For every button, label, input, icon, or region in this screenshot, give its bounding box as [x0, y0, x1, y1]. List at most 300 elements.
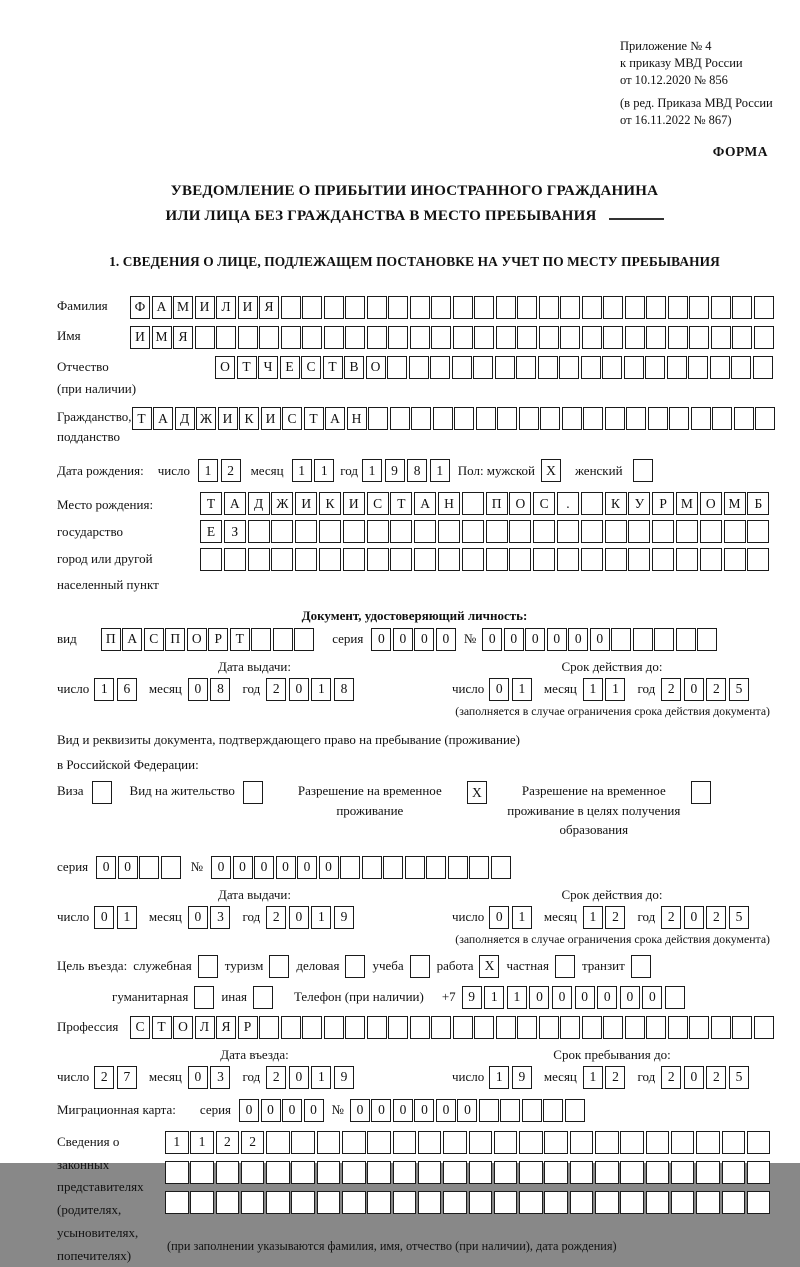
char-cell[interactable] — [462, 520, 484, 543]
char-cell[interactable] — [317, 1131, 341, 1154]
char-cell[interactable] — [671, 1161, 695, 1184]
char-cell[interactable] — [367, 326, 387, 349]
char-cell[interactable] — [494, 1131, 518, 1154]
char-cell[interactable]: 0 — [529, 986, 549, 1009]
char-cell[interactable] — [281, 296, 301, 319]
char-cell[interactable] — [533, 520, 555, 543]
char-cell[interactable]: Л — [216, 296, 236, 319]
char-cell[interactable] — [696, 1131, 720, 1154]
char-cell[interactable]: И — [261, 407, 281, 430]
char-cell[interactable] — [433, 407, 453, 430]
char-cell[interactable] — [409, 356, 429, 379]
char-cell[interactable]: 0 — [289, 678, 309, 701]
char-cell[interactable]: 0 — [96, 856, 116, 879]
char-cell[interactable] — [522, 1099, 542, 1122]
char-cell[interactable]: Л — [195, 1016, 215, 1039]
char-cell[interactable]: 1 — [94, 678, 114, 701]
char-cell[interactable] — [754, 1016, 774, 1039]
char-cell[interactable]: 0 — [118, 856, 138, 879]
char-cell[interactable] — [671, 1131, 695, 1154]
char-cell[interactable]: 1 — [583, 906, 603, 929]
char-cell[interactable] — [443, 1161, 467, 1184]
char-cell[interactable]: Я — [216, 1016, 236, 1039]
char-cell[interactable]: Т — [132, 407, 152, 430]
char-cell[interactable] — [646, 296, 666, 319]
char-cell[interactable]: А — [414, 492, 436, 515]
char-cell[interactable] — [747, 1131, 771, 1154]
char-cell[interactable] — [340, 856, 360, 879]
char-cell[interactable] — [633, 459, 653, 482]
char-cell[interactable]: X — [479, 955, 499, 978]
char-cell[interactable] — [388, 1016, 408, 1039]
char-cell[interactable] — [676, 520, 698, 543]
char-cell[interactable] — [317, 1191, 341, 1214]
char-cell[interactable] — [605, 520, 627, 543]
char-cell[interactable]: 0 — [319, 856, 339, 879]
char-cell[interactable]: 2 — [241, 1131, 265, 1154]
char-cell[interactable] — [625, 1016, 645, 1039]
char-cell[interactable]: 1 — [311, 678, 331, 701]
char-cell[interactable] — [195, 326, 215, 349]
char-cell[interactable] — [605, 548, 627, 571]
char-cell[interactable]: Т — [237, 356, 257, 379]
char-cell[interactable]: С — [301, 356, 321, 379]
char-cell[interactable] — [362, 856, 382, 879]
char-cell[interactable] — [689, 1016, 709, 1039]
char-cell[interactable] — [519, 407, 539, 430]
char-cell[interactable] — [367, 1131, 391, 1154]
char-cell[interactable] — [295, 520, 317, 543]
char-cell[interactable]: Р — [208, 628, 228, 651]
char-cell[interactable] — [165, 1161, 189, 1184]
char-cell[interactable] — [668, 326, 688, 349]
char-cell[interactable] — [624, 356, 644, 379]
char-cell[interactable]: З — [224, 520, 246, 543]
char-cell[interactable]: 2 — [661, 1066, 681, 1089]
char-cell[interactable] — [669, 407, 689, 430]
char-cell[interactable] — [161, 856, 181, 879]
char-cell[interactable] — [453, 326, 473, 349]
char-cell[interactable] — [474, 296, 494, 319]
char-cell[interactable]: И — [218, 407, 238, 430]
char-cell[interactable] — [410, 1016, 430, 1039]
char-cell[interactable] — [565, 1099, 585, 1122]
char-cell[interactable]: С — [533, 492, 555, 515]
char-cell[interactable]: Ф — [130, 296, 150, 319]
char-cell[interactable]: 2 — [661, 906, 681, 929]
char-cell[interactable] — [390, 548, 412, 571]
char-cell[interactable] — [343, 520, 365, 543]
char-cell[interactable] — [216, 326, 236, 349]
char-cell[interactable]: 1 — [190, 1131, 214, 1154]
char-cell[interactable] — [426, 856, 446, 879]
char-cell[interactable]: 0 — [188, 678, 208, 701]
char-cell[interactable] — [625, 296, 645, 319]
char-cell[interactable] — [448, 856, 468, 879]
char-cell[interactable]: А — [325, 407, 345, 430]
char-cell[interactable] — [200, 548, 222, 571]
char-cell[interactable]: 0 — [239, 1099, 259, 1122]
char-cell[interactable] — [345, 326, 365, 349]
char-cell[interactable]: Т — [152, 1016, 172, 1039]
char-cell[interactable]: 2 — [661, 678, 681, 701]
char-cell[interactable] — [747, 548, 769, 571]
char-cell[interactable] — [544, 1191, 568, 1214]
char-cell[interactable] — [443, 1191, 467, 1214]
char-cell[interactable] — [216, 1161, 240, 1184]
char-cell[interactable] — [393, 1161, 417, 1184]
char-cell[interactable]: 0 — [94, 906, 114, 929]
char-cell[interactable] — [754, 326, 774, 349]
char-cell[interactable]: В — [344, 356, 364, 379]
char-cell[interactable] — [519, 1191, 543, 1214]
char-cell[interactable] — [646, 1191, 670, 1214]
char-cell[interactable]: С — [144, 628, 164, 651]
char-cell[interactable]: 1 — [430, 459, 450, 482]
char-cell[interactable] — [271, 520, 293, 543]
char-cell[interactable]: 2 — [706, 906, 726, 929]
char-cell[interactable] — [722, 1191, 746, 1214]
char-cell[interactable] — [198, 955, 218, 978]
char-cell[interactable] — [516, 356, 536, 379]
char-cell[interactable] — [224, 548, 246, 571]
char-cell[interactable] — [271, 548, 293, 571]
char-cell[interactable] — [486, 520, 508, 543]
char-cell[interactable] — [367, 1191, 391, 1214]
char-cell[interactable]: Т — [323, 356, 343, 379]
char-cell[interactable]: 0 — [297, 856, 317, 879]
char-cell[interactable] — [509, 548, 531, 571]
char-cell[interactable]: И — [238, 296, 258, 319]
char-cell[interactable] — [667, 356, 687, 379]
char-cell[interactable]: 1 — [117, 906, 137, 929]
char-cell[interactable] — [496, 326, 516, 349]
char-cell[interactable]: 8 — [407, 459, 427, 482]
char-cell[interactable]: У — [628, 492, 650, 515]
char-cell[interactable] — [689, 296, 709, 319]
char-cell[interactable]: М — [152, 326, 172, 349]
char-cell[interactable] — [519, 1131, 543, 1154]
char-cell[interactable] — [367, 1016, 387, 1039]
char-cell[interactable] — [139, 856, 159, 879]
char-cell[interactable] — [486, 548, 508, 571]
char-cell[interactable] — [645, 356, 665, 379]
char-cell[interactable] — [469, 1161, 493, 1184]
char-cell[interactable] — [253, 986, 273, 1009]
char-cell[interactable]: М — [173, 296, 193, 319]
char-cell[interactable]: 0 — [233, 856, 253, 879]
char-cell[interactable]: Ч — [258, 356, 278, 379]
char-cell[interactable] — [724, 520, 746, 543]
char-cell[interactable]: О — [173, 1016, 193, 1039]
char-cell[interactable] — [302, 326, 322, 349]
char-cell[interactable]: 2 — [221, 459, 241, 482]
char-cell[interactable] — [388, 296, 408, 319]
char-cell[interactable]: 0 — [684, 906, 704, 929]
char-cell[interactable]: Б — [747, 492, 769, 515]
char-cell[interactable] — [324, 326, 344, 349]
char-cell[interactable]: К — [319, 492, 341, 515]
char-cell[interactable] — [582, 1016, 602, 1039]
char-cell[interactable] — [281, 326, 301, 349]
char-cell[interactable] — [544, 1131, 568, 1154]
char-cell[interactable] — [266, 1191, 290, 1214]
char-cell[interactable] — [652, 548, 674, 571]
char-cell[interactable]: 0 — [436, 1099, 456, 1122]
char-cell[interactable]: 0 — [575, 986, 595, 1009]
char-cell[interactable] — [243, 781, 263, 804]
char-cell[interactable] — [570, 1161, 594, 1184]
char-cell[interactable] — [476, 407, 496, 430]
char-cell[interactable] — [291, 1161, 315, 1184]
char-cell[interactable] — [668, 1016, 688, 1039]
char-cell[interactable] — [747, 1191, 771, 1214]
char-cell[interactable]: Н — [438, 492, 460, 515]
char-cell[interactable]: И — [195, 296, 215, 319]
char-cell[interactable] — [342, 1191, 366, 1214]
char-cell[interactable] — [269, 955, 289, 978]
char-cell[interactable] — [194, 986, 214, 1009]
char-cell[interactable]: 0 — [504, 628, 524, 651]
char-cell[interactable] — [628, 548, 650, 571]
char-cell[interactable]: М — [676, 492, 698, 515]
char-cell[interactable] — [393, 1191, 417, 1214]
char-cell[interactable] — [431, 326, 451, 349]
char-cell[interactable] — [495, 356, 515, 379]
char-cell[interactable] — [474, 1016, 494, 1039]
char-cell[interactable]: 0 — [489, 678, 509, 701]
char-cell[interactable]: 1 — [512, 906, 532, 929]
char-cell[interactable] — [544, 1161, 568, 1184]
char-cell[interactable] — [479, 1099, 499, 1122]
char-cell[interactable]: 1 — [507, 986, 527, 1009]
char-cell[interactable] — [646, 1131, 670, 1154]
char-cell[interactable]: 9 — [334, 906, 354, 929]
char-cell[interactable]: О — [366, 356, 386, 379]
char-cell[interactable]: Д — [175, 407, 195, 430]
char-cell[interactable] — [625, 326, 645, 349]
char-cell[interactable] — [494, 1191, 518, 1214]
char-cell[interactable]: 2 — [266, 1066, 286, 1089]
char-cell[interactable]: 0 — [289, 906, 309, 929]
char-cell[interactable]: Е — [280, 356, 300, 379]
char-cell[interactable] — [238, 326, 258, 349]
char-cell[interactable] — [539, 296, 559, 319]
char-cell[interactable] — [454, 407, 474, 430]
char-cell[interactable] — [453, 296, 473, 319]
char-cell[interactable] — [319, 548, 341, 571]
char-cell[interactable] — [620, 1161, 644, 1184]
char-cell[interactable]: 0 — [489, 906, 509, 929]
char-cell[interactable]: 0 — [684, 678, 704, 701]
char-cell[interactable] — [570, 1191, 594, 1214]
char-cell[interactable]: 8 — [210, 678, 230, 701]
char-cell[interactable] — [620, 1131, 644, 1154]
char-cell[interactable] — [671, 1191, 695, 1214]
char-cell[interactable]: 1 — [583, 678, 603, 701]
char-cell[interactable] — [342, 1131, 366, 1154]
char-cell[interactable]: И — [295, 492, 317, 515]
char-cell[interactable]: И — [130, 326, 150, 349]
char-cell[interactable]: 7 — [117, 1066, 137, 1089]
char-cell[interactable] — [367, 1161, 391, 1184]
char-cell[interactable] — [543, 1099, 563, 1122]
char-cell[interactable] — [474, 326, 494, 349]
char-cell[interactable]: 1 — [484, 986, 504, 1009]
char-cell[interactable] — [259, 326, 279, 349]
char-cell[interactable] — [648, 407, 668, 430]
char-cell[interactable] — [633, 628, 653, 651]
char-cell[interactable] — [273, 628, 293, 651]
char-cell[interactable]: 0 — [304, 1099, 324, 1122]
char-cell[interactable] — [747, 520, 769, 543]
char-cell[interactable] — [266, 1131, 290, 1154]
char-cell[interactable] — [431, 1016, 451, 1039]
char-cell[interactable] — [519, 1161, 543, 1184]
char-cell[interactable] — [317, 1161, 341, 1184]
char-cell[interactable] — [509, 520, 531, 543]
char-cell[interactable] — [462, 492, 484, 515]
char-cell[interactable]: О — [700, 492, 722, 515]
char-cell[interactable] — [631, 955, 651, 978]
char-cell[interactable] — [345, 955, 365, 978]
char-cell[interactable]: 0 — [371, 1099, 391, 1122]
char-cell[interactable] — [302, 1016, 322, 1039]
char-cell[interactable] — [557, 548, 579, 571]
char-cell[interactable] — [691, 781, 711, 804]
char-cell[interactable]: Ж — [271, 492, 293, 515]
char-cell[interactable]: 1 — [314, 459, 334, 482]
char-cell[interactable]: Е — [200, 520, 222, 543]
char-cell[interactable] — [431, 296, 451, 319]
char-cell[interactable]: X — [541, 459, 561, 482]
char-cell[interactable] — [665, 986, 685, 1009]
char-cell[interactable] — [540, 407, 560, 430]
char-cell[interactable] — [430, 356, 450, 379]
char-cell[interactable] — [611, 628, 631, 651]
char-cell[interactable] — [248, 548, 270, 571]
char-cell[interactable] — [696, 1161, 720, 1184]
char-cell[interactable] — [291, 1131, 315, 1154]
char-cell[interactable] — [688, 356, 708, 379]
char-cell[interactable] — [266, 1161, 290, 1184]
char-cell[interactable] — [241, 1161, 265, 1184]
char-cell[interactable] — [732, 326, 752, 349]
char-cell[interactable]: 0 — [282, 1099, 302, 1122]
char-cell[interactable]: 0 — [289, 1066, 309, 1089]
char-cell[interactable] — [295, 548, 317, 571]
char-cell[interactable]: И — [343, 492, 365, 515]
char-cell[interactable] — [560, 326, 580, 349]
char-cell[interactable] — [689, 326, 709, 349]
char-cell[interactable] — [345, 1016, 365, 1039]
char-cell[interactable] — [602, 356, 622, 379]
char-cell[interactable] — [555, 955, 575, 978]
char-cell[interactable] — [711, 326, 731, 349]
char-cell[interactable]: 1 — [362, 459, 382, 482]
char-cell[interactable] — [539, 1016, 559, 1039]
char-cell[interactable]: 0 — [436, 628, 456, 651]
char-cell[interactable]: 0 — [568, 628, 588, 651]
char-cell[interactable] — [497, 407, 517, 430]
char-cell[interactable] — [387, 356, 407, 379]
char-cell[interactable]: Т — [304, 407, 324, 430]
char-cell[interactable]: 3 — [210, 906, 230, 929]
char-cell[interactable] — [581, 492, 603, 515]
char-cell[interactable] — [646, 326, 666, 349]
char-cell[interactable] — [626, 407, 646, 430]
char-cell[interactable]: Я — [173, 326, 193, 349]
char-cell[interactable] — [410, 955, 430, 978]
char-cell[interactable] — [732, 296, 752, 319]
char-cell[interactable]: 2 — [266, 906, 286, 929]
char-cell[interactable]: Т — [200, 492, 222, 515]
char-cell[interactable] — [438, 520, 460, 543]
char-cell[interactable] — [539, 326, 559, 349]
char-cell[interactable] — [216, 1191, 240, 1214]
char-cell[interactable]: С — [130, 1016, 150, 1039]
char-cell[interactable] — [92, 781, 112, 804]
char-cell[interactable] — [390, 407, 410, 430]
char-cell[interactable]: 9 — [462, 986, 482, 1009]
char-cell[interactable] — [731, 356, 751, 379]
char-cell[interactable] — [732, 1016, 752, 1039]
char-cell[interactable] — [595, 1131, 619, 1154]
char-cell[interactable] — [668, 296, 688, 319]
char-cell[interactable]: 8 — [334, 678, 354, 701]
char-cell[interactable] — [517, 296, 537, 319]
char-cell[interactable] — [646, 1016, 666, 1039]
char-cell[interactable] — [410, 296, 430, 319]
char-cell[interactable]: 1 — [311, 906, 331, 929]
char-cell[interactable] — [711, 1016, 731, 1039]
char-cell[interactable]: 5 — [729, 1066, 749, 1089]
char-cell[interactable] — [724, 548, 746, 571]
char-cell[interactable] — [393, 1131, 417, 1154]
char-cell[interactable]: X — [467, 781, 487, 804]
char-cell[interactable]: 2 — [94, 1066, 114, 1089]
char-cell[interactable]: 9 — [334, 1066, 354, 1089]
char-cell[interactable] — [560, 1016, 580, 1039]
char-cell[interactable]: 2 — [706, 1066, 726, 1089]
char-cell[interactable] — [570, 1131, 594, 1154]
char-cell[interactable] — [281, 1016, 301, 1039]
char-cell[interactable] — [603, 296, 623, 319]
char-cell[interactable] — [383, 856, 403, 879]
char-cell[interactable] — [190, 1161, 214, 1184]
char-cell[interactable] — [691, 407, 711, 430]
char-cell[interactable] — [241, 1191, 265, 1214]
char-cell[interactable]: 0 — [254, 856, 274, 879]
char-cell[interactable] — [343, 548, 365, 571]
char-cell[interactable]: М — [724, 492, 746, 515]
char-cell[interactable]: 5 — [729, 906, 749, 929]
char-cell[interactable] — [595, 1161, 619, 1184]
char-cell[interactable] — [302, 296, 322, 319]
char-cell[interactable]: Т — [230, 628, 250, 651]
char-cell[interactable]: 0 — [414, 628, 434, 651]
char-cell[interactable]: 0 — [350, 1099, 370, 1122]
char-cell[interactable] — [654, 628, 674, 651]
char-cell[interactable] — [496, 1016, 516, 1039]
char-cell[interactable]: Ж — [196, 407, 216, 430]
char-cell[interactable]: 0 — [552, 986, 572, 1009]
char-cell[interactable] — [411, 407, 431, 430]
char-cell[interactable]: Н — [347, 407, 367, 430]
char-cell[interactable]: 2 — [605, 906, 625, 929]
char-cell[interactable] — [418, 1131, 442, 1154]
char-cell[interactable]: 9 — [512, 1066, 532, 1089]
